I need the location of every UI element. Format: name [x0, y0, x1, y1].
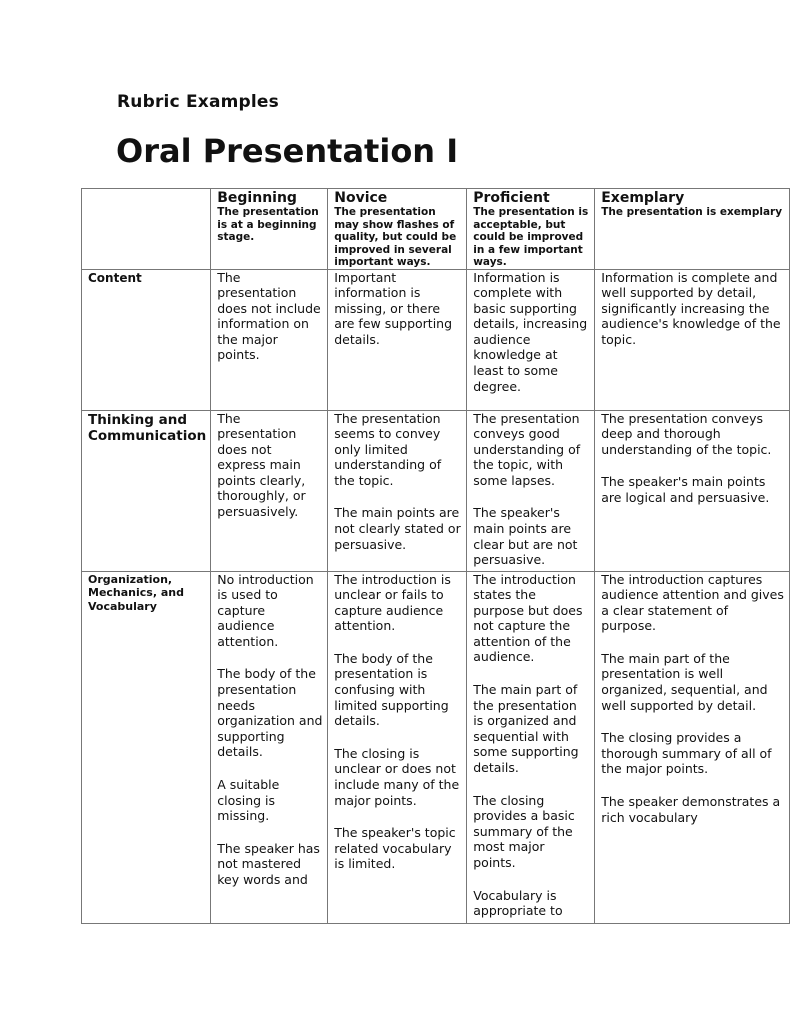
- cell-paragraph: The presentation seems to convey only limited understanding of the topic.: [334, 410, 442, 488]
- cell-paragraph: The presentation does not express main points clearly, thoroughly, or persuasively.: [217, 410, 306, 520]
- cell-paragraph: The introduction captures audience attention and gives a clear statement of purpose.: [601, 571, 784, 634]
- rubric-cell: [467, 410, 595, 571]
- cell-paragraph: No introduction is used to capture audience attention.: [217, 571, 314, 649]
- criterion-label: Organization, Mechanics, and Vocabulary: [88, 572, 184, 613]
- cell-paragraph: Information is complete with basic supporting details, increasing audience knowledge at least to some degree.: [473, 269, 588, 394]
- rubric-cell: [328, 410, 467, 571]
- criterion-cell: [82, 571, 211, 923]
- cell-paragraph: The closing provides a thorough summary of all of the major points.: [601, 730, 772, 777]
- rubric-row-organization: [82, 571, 790, 923]
- cell-paragraph: The speaker's main points are logical and persuasive.: [601, 474, 770, 505]
- cell-paragraph: The speaker's main points are clear but are not persuasive.: [473, 505, 578, 568]
- level-name: Proficient: [473, 190, 550, 206]
- cell-paragraph: A suitable closing is missing.: [217, 777, 280, 824]
- level-description: The presentation is exemplary: [601, 206, 783, 218]
- rubric-row-thinking: [82, 410, 790, 571]
- criterion-cell: [82, 410, 211, 571]
- rubric-table: [81, 188, 790, 924]
- level-header-cell: [328, 189, 467, 270]
- rubric-cell: [211, 571, 328, 923]
- cell-paragraph: Vocabulary is appropriate to: [473, 887, 563, 919]
- cell-paragraph: The speaker's topic related vocabulary is limited.: [334, 825, 456, 872]
- rubric-row-content: [82, 269, 790, 410]
- level-description: The presentation is acceptable, but could be improved in a few important ways.: [473, 206, 589, 268]
- document-title: Oral Presentation I: [116, 132, 459, 170]
- criterion-label: Thinking and Communication: [88, 411, 207, 444]
- rubric-cell: [211, 269, 328, 410]
- cell-paragraph: The main part of the presentation is organized and sequential with some supporting details.: [473, 682, 579, 776]
- level-description: The presentation may show flashes of quality, but could be improved in several important ways.: [334, 206, 457, 268]
- rubric-cell: [595, 410, 790, 571]
- cell-paragraph: The introduction is unclear or fails to capture audience attention.: [334, 571, 451, 634]
- cell-paragraph: The main points are not clearly stated or persuasive.: [334, 505, 461, 552]
- level-header-cell: [467, 189, 595, 270]
- cell-paragraph: The introduction states the purpose but does not capture the attention of the audience.: [473, 571, 583, 665]
- rubric-cell: [467, 269, 595, 410]
- cell-paragraph: The closing is unclear or does not include many of the major points.: [334, 745, 460, 808]
- cell-paragraph: The closing provides a basic summary of the most major points.: [473, 792, 575, 870]
- cell-paragraph: The main part of the presentation is well organized, sequential, and well supported by detail.: [601, 650, 768, 713]
- cell-paragraph: The speaker has not mastered key words and: [217, 840, 320, 887]
- cell-paragraph: The presentation does not include information on the major points.: [217, 269, 321, 363]
- cell-paragraph: Important information is missing, or there are few supporting details.: [334, 269, 453, 347]
- cell-paragraph: The presentation conveys good understanding of the topic, with some lapses.: [473, 410, 581, 488]
- level-description: The presentation is at a beginning stage.: [217, 206, 319, 243]
- document-subtitle: Rubric Examples: [117, 92, 279, 112]
- cell-paragraph: Information is complete and well supported by detail, significantly increasing the audience's knowledge of the topic.: [601, 269, 781, 347]
- rubric-cell: [328, 571, 467, 923]
- rubric-cell: [211, 410, 328, 571]
- level-header-cell: [595, 189, 790, 270]
- rubric-cell: [328, 269, 467, 410]
- level-name: Beginning: [217, 190, 297, 206]
- rubric-header-row: [82, 189, 790, 270]
- criterion-label: Content: [88, 270, 142, 285]
- cell-paragraph: The body of the presentation is confusing with limited supporting details.: [334, 650, 449, 729]
- rubric-cell: [595, 269, 790, 410]
- rubric-cell: [467, 571, 595, 923]
- criterion-cell: [82, 269, 211, 410]
- corner-cell: [82, 189, 211, 270]
- cell-paragraph: The presentation conveys deep and thorough understanding of the topic.: [601, 410, 772, 457]
- level-header-cell: [211, 189, 328, 270]
- cell-paragraph: The body of the presentation needs organization and supporting details.: [217, 666, 323, 760]
- cell-paragraph: The speaker demonstrates a rich vocabulary: [601, 794, 781, 825]
- level-name: Novice: [334, 190, 388, 206]
- rubric-cell: [595, 571, 790, 923]
- level-name: Exemplary: [601, 190, 685, 206]
